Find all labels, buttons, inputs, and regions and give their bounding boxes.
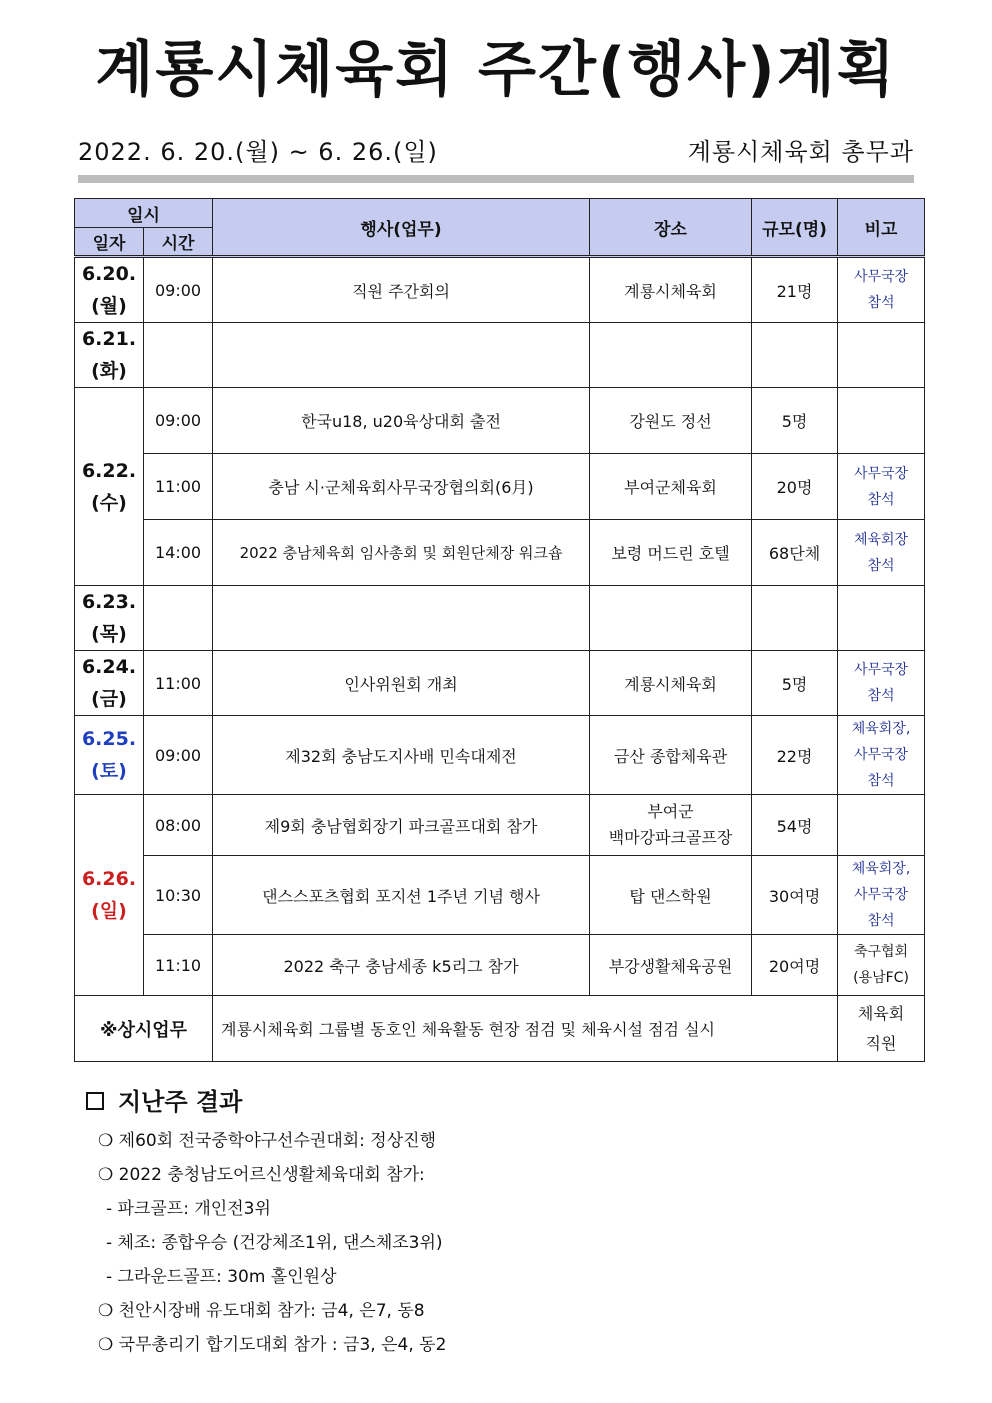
header-event: 행사(업무) bbox=[213, 199, 590, 257]
sangsi-text: 계룡시체육회 그룹별 동호인 체육활동 현장 점검 및 체육시설 점검 실시 bbox=[213, 996, 838, 1062]
place-cell: 부여군 백마강파크골프장 bbox=[590, 795, 752, 856]
place-cell: 탑 댄스학원 bbox=[590, 856, 752, 935]
event-cell: 제32회 충남도지사배 민속대제전 bbox=[213, 716, 590, 795]
time-cell: 08:00 bbox=[144, 795, 213, 856]
note-cell: 사무국장 참석 bbox=[838, 454, 925, 520]
time-cell: 09:00 bbox=[144, 257, 213, 323]
date-cell: 6.24. (금) bbox=[75, 651, 144, 716]
list-item: ❍ 2022 충청남도어르신생활체육대회 참가: bbox=[98, 1165, 425, 1185]
date-cell: 6.23. (목) bbox=[75, 586, 144, 651]
table-row bbox=[75, 454, 925, 520]
table-row bbox=[75, 795, 925, 856]
last-week-heading: 지난주 결과 bbox=[86, 1082, 242, 1117]
header-note: 비고 bbox=[838, 199, 925, 257]
table-row bbox=[75, 257, 925, 323]
scale-cell: 5명 bbox=[752, 388, 838, 454]
table-row bbox=[75, 716, 925, 795]
note-cell bbox=[838, 388, 925, 454]
date-cell: 6.21. (화) bbox=[75, 323, 144, 388]
place-cell: 강원도 정선 bbox=[590, 388, 752, 454]
note-cell: 체육회 직원 bbox=[838, 996, 925, 1062]
scale-cell: 68단체 bbox=[752, 520, 838, 586]
scale-cell: 20여명 bbox=[752, 935, 838, 996]
note-cell: 체육회장 참석 bbox=[838, 520, 925, 586]
note-cell: 축구협회 (용남FC) bbox=[838, 935, 925, 996]
event-cell: 댄스스포츠협회 포지션 1주년 기념 행사 bbox=[213, 856, 590, 935]
note-cell: 사무국장 참석 bbox=[838, 257, 925, 323]
place-cell: 보령 머드린 호텔 bbox=[590, 520, 752, 586]
header-scale: 규모(명) bbox=[752, 199, 838, 257]
date-cell: 6.20. (월) bbox=[75, 257, 144, 323]
table-row bbox=[75, 935, 925, 996]
list-item: - 파크골프: 개인전3위 bbox=[106, 1199, 271, 1219]
list-item: - 그라운드골프: 30m 홀인원상 bbox=[106, 1267, 337, 1287]
list-item: ❍ 제60회 전국중학야구선수권대회: 정상진행 bbox=[98, 1131, 436, 1151]
time-cell: 11:00 bbox=[144, 454, 213, 520]
event-cell: 제9회 충남협회장기 파크골프대회 참가 bbox=[213, 795, 590, 856]
header-date: 일자 bbox=[75, 228, 144, 257]
place-cell: 금산 종합체육관 bbox=[590, 716, 752, 795]
scale-cell: 21명 bbox=[752, 257, 838, 323]
place-cell: 부강생활체육공원 bbox=[590, 935, 752, 996]
place-cell: 부여군체육회 bbox=[590, 454, 752, 520]
list-item: ❍ 천안시장배 유도대회 참가: 금4, 은7, 동8 bbox=[98, 1301, 425, 1321]
time-cell: 09:00 bbox=[144, 716, 213, 795]
time-cell: 14:00 bbox=[144, 520, 213, 586]
header-place: 장소 bbox=[590, 199, 752, 257]
scale-cell: 5명 bbox=[752, 651, 838, 716]
place-cell: 계룡시체육회 bbox=[590, 257, 752, 323]
table-row bbox=[75, 651, 925, 716]
title-divider bbox=[78, 175, 914, 183]
time-cell: 09:00 bbox=[144, 388, 213, 454]
place-cell: 계룡시체육회 bbox=[590, 651, 752, 716]
period-text: 2022. 6. 20.(월) ~ 6. 26.(일) bbox=[78, 138, 438, 166]
page-title: 계룡시체육회 주간(행사)계획 bbox=[95, 35, 897, 105]
checkbox-square-icon bbox=[86, 1092, 104, 1110]
note-cell bbox=[838, 795, 925, 856]
time-cell: 10:30 bbox=[144, 856, 213, 935]
time-cell: 11:00 bbox=[144, 651, 213, 716]
event-cell: 인사위원회 개최 bbox=[213, 651, 590, 716]
table-row bbox=[75, 388, 925, 454]
event-cell: 한국u18, u20육상대회 출전 bbox=[213, 388, 590, 454]
event-cell: 2022 충남체육회 임사총회 및 회원단체장 워크숍 bbox=[213, 520, 590, 586]
note-cell: 체육회장, 사무국장 참석 bbox=[838, 716, 925, 795]
note-cell: 사무국장 참석 bbox=[838, 651, 925, 716]
event-cell: 직원 주간회의 bbox=[213, 257, 590, 323]
event-cell: 2022 축구 충남세종 k5리그 참가 bbox=[213, 935, 590, 996]
date-cell: 6.22. (수) bbox=[75, 388, 144, 586]
scale-cell: 30여명 bbox=[752, 856, 838, 935]
department-text: 계룡시체육회 총무과 bbox=[687, 138, 914, 166]
list-item: ❍ 국무총리기 합기도대회 참가 : 금3, 은4, 동2 bbox=[98, 1335, 447, 1355]
scale-cell: 22명 bbox=[752, 716, 838, 795]
date-cell: 6.26. (일) bbox=[75, 795, 144, 996]
scale-cell: 54명 bbox=[752, 795, 838, 856]
list-item: - 체조: 종합우승 (건강체조1위, 댄스체조3위) bbox=[106, 1233, 443, 1253]
table-row bbox=[75, 996, 925, 1062]
sangsi-label: ※상시업무 bbox=[75, 996, 213, 1062]
table-row bbox=[75, 856, 925, 935]
table-row bbox=[75, 520, 925, 586]
event-cell: 충남 시·군체육회사무국장협의회(6月) bbox=[213, 454, 590, 520]
header-time: 시간 bbox=[144, 228, 213, 257]
table-row bbox=[75, 586, 925, 651]
table-row bbox=[75, 323, 925, 388]
last-week-results bbox=[98, 1124, 446, 1362]
header-datetime: 일시 bbox=[75, 199, 213, 228]
date-cell: 6.25. (토) bbox=[75, 716, 144, 795]
note-cell: 체육회장, 사무국장 참석 bbox=[838, 856, 925, 935]
weekly-schedule-table bbox=[74, 198, 925, 1062]
scale-cell: 20명 bbox=[752, 454, 838, 520]
time-cell: 11:10 bbox=[144, 935, 213, 996]
